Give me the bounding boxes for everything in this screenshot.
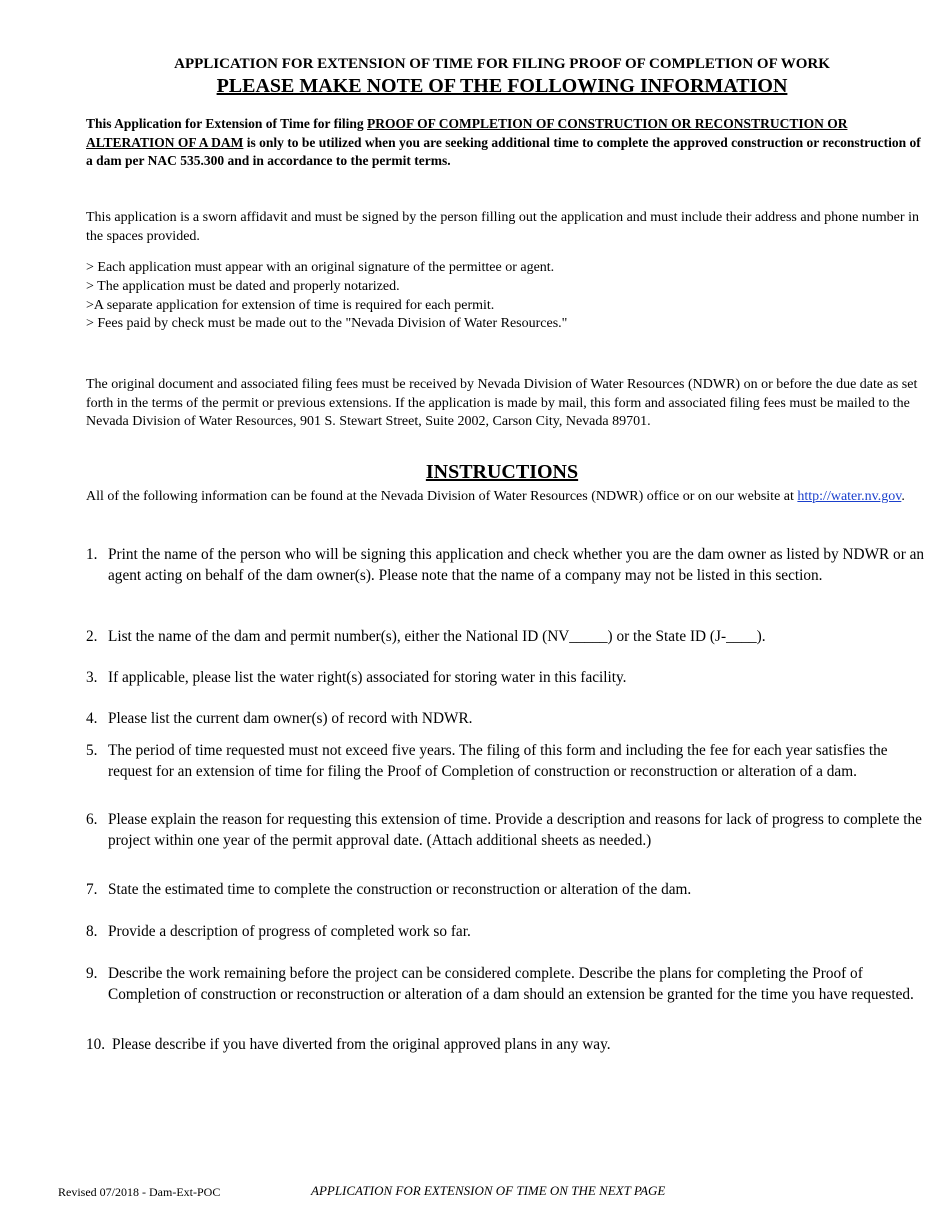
instructions-intro [86, 487, 926, 507]
intro-rest: is only to be utilized when you are seeking additional time to complete the approved construction or reconstruction of a dam per NAC 535.300 and in accordance to the permit terms. [86, 134, 921, 168]
revision-note: Revised 07/2018 - Dam-Ext-POC [58, 1185, 221, 1199]
instruction-item-4 [86, 709, 926, 730]
item-number: 1. [86, 546, 98, 563]
item-number: 5. [86, 742, 98, 759]
item-text: Please list the current dam owner(s) of record with NDWR. [108, 710, 473, 727]
filing-paragraph: The original document and associated filing fees must be received by Nevada Division of Water Resources (NDWR) on or before the due date as set forth in the terms of the permit or previous extensions. If the application is made by mail, this form and associated filing fees must be mailed to the Nevada Division of Water Resources, 901 S. Stewart Street, Suite 2002, Carson City, Nevada 89701. [86, 377, 918, 429]
instructions-heading: INSTRUCTIONS [425, 461, 579, 483]
instruction-item-5 [86, 741, 926, 782]
instructions-intro-suffix: . [901, 489, 905, 504]
instruction-item-3 [86, 668, 926, 689]
item-text: If applicable, please list the water right(s) associated for storing water in this facility. [108, 669, 627, 686]
instruction-item-2 [86, 627, 926, 648]
instruction-item-9 [86, 964, 926, 1005]
website-link[interactable]: http://water.nv.gov [797, 489, 902, 504]
list-item: > Fees paid by check must be made out to the "Nevada Division of Water Resources." [86, 316, 568, 332]
item-number: 9. [86, 965, 98, 982]
intro-paragraph [86, 115, 926, 171]
item-text: Provide a description of progress of completed work so far. [108, 923, 471, 940]
item-text: The period of time requested must not exceed five years. The filing of this form and including the fee for each year satisfies the request for an extension of time for filing the Proof of Completion of construction or reconstruction or alteration of a dam. [108, 742, 888, 780]
form-title: APPLICATION FOR EXTENSION OF TIME FOR FILING PROOF OF COMPLETION OF WORK [174, 56, 830, 72]
item-number: 7. [86, 881, 98, 898]
item-number: 2. [86, 628, 98, 645]
item-number: 8. [86, 923, 98, 940]
list-item: >A separate application for extension of time is required for each permit. [86, 297, 495, 313]
item-text: List the name of the dam and permit number(s), either the National ID (NV_____) or the State ID (J-____). [108, 628, 766, 645]
instruction-item-8 [86, 922, 926, 943]
intro-lead: This Application for Extension of Time for filing [86, 116, 368, 131]
instructions-intro-text: All of the following information can be found at the Nevada Division of Water Resources (NDWR) office or on our website at [86, 489, 798, 504]
notice-heading: PLEASE MAKE NOTE OF THE FOLLOWING INFORMATION [216, 75, 788, 97]
item-number: 4. [86, 710, 98, 727]
instruction-item-10 [86, 1035, 926, 1056]
item-number: 10. [86, 1036, 106, 1053]
instruction-item-6 [86, 810, 926, 851]
item-text: Please describe if you have diverted from the original approved plans in any way. [112, 1036, 611, 1053]
instruction-item-7 [86, 880, 926, 901]
intro-underlined: PROOF OF COMPLETION OF CONSTRUCTION OR RECONSTRUCTION OR ALTERATION OF A DAM [86, 116, 848, 150]
next-page-note: APPLICATION FOR EXTENSION OF TIME ON THE NEXT PAGE [311, 1183, 666, 1198]
requirements-list [86, 259, 926, 334]
item-text: State the estimated time to complete the construction or reconstruction or alteration of the dam. [108, 881, 692, 898]
item-number: 3. [86, 669, 98, 686]
item-text: Describe the work remaining before the project can be considered complete. Describe the plans for completing the Proof of Completion of construction or reconstruction or alteration of a dam should an extension be granted for the time you have requested. [108, 965, 914, 1003]
item-text: Please explain the reason for requesting this extension of time. Provide a description and reasons for lack of progress to complete the project within one year of the permit approval date. (Attach additional sheets as needed.) [108, 811, 922, 849]
list-item: > The application must be dated and properly notarized. [86, 278, 400, 294]
item-text: Print the name of the person who will be signing this application and check whether you are the dam owner as listed by NDWR or an agent acting on behalf of the dam owner(s). Please note that the name of a company may not be listed in this section. [108, 546, 925, 584]
instruction-item-1 [86, 545, 926, 586]
item-number: 6. [86, 811, 98, 828]
affidavit-paragraph: This application is a sworn affidavit and must be signed by the person filling out the application and must include their address and phone number in the spaces provided. [86, 210, 919, 244]
list-item: > Each application must appear with an original signature of the permittee or agent. [86, 260, 555, 275]
